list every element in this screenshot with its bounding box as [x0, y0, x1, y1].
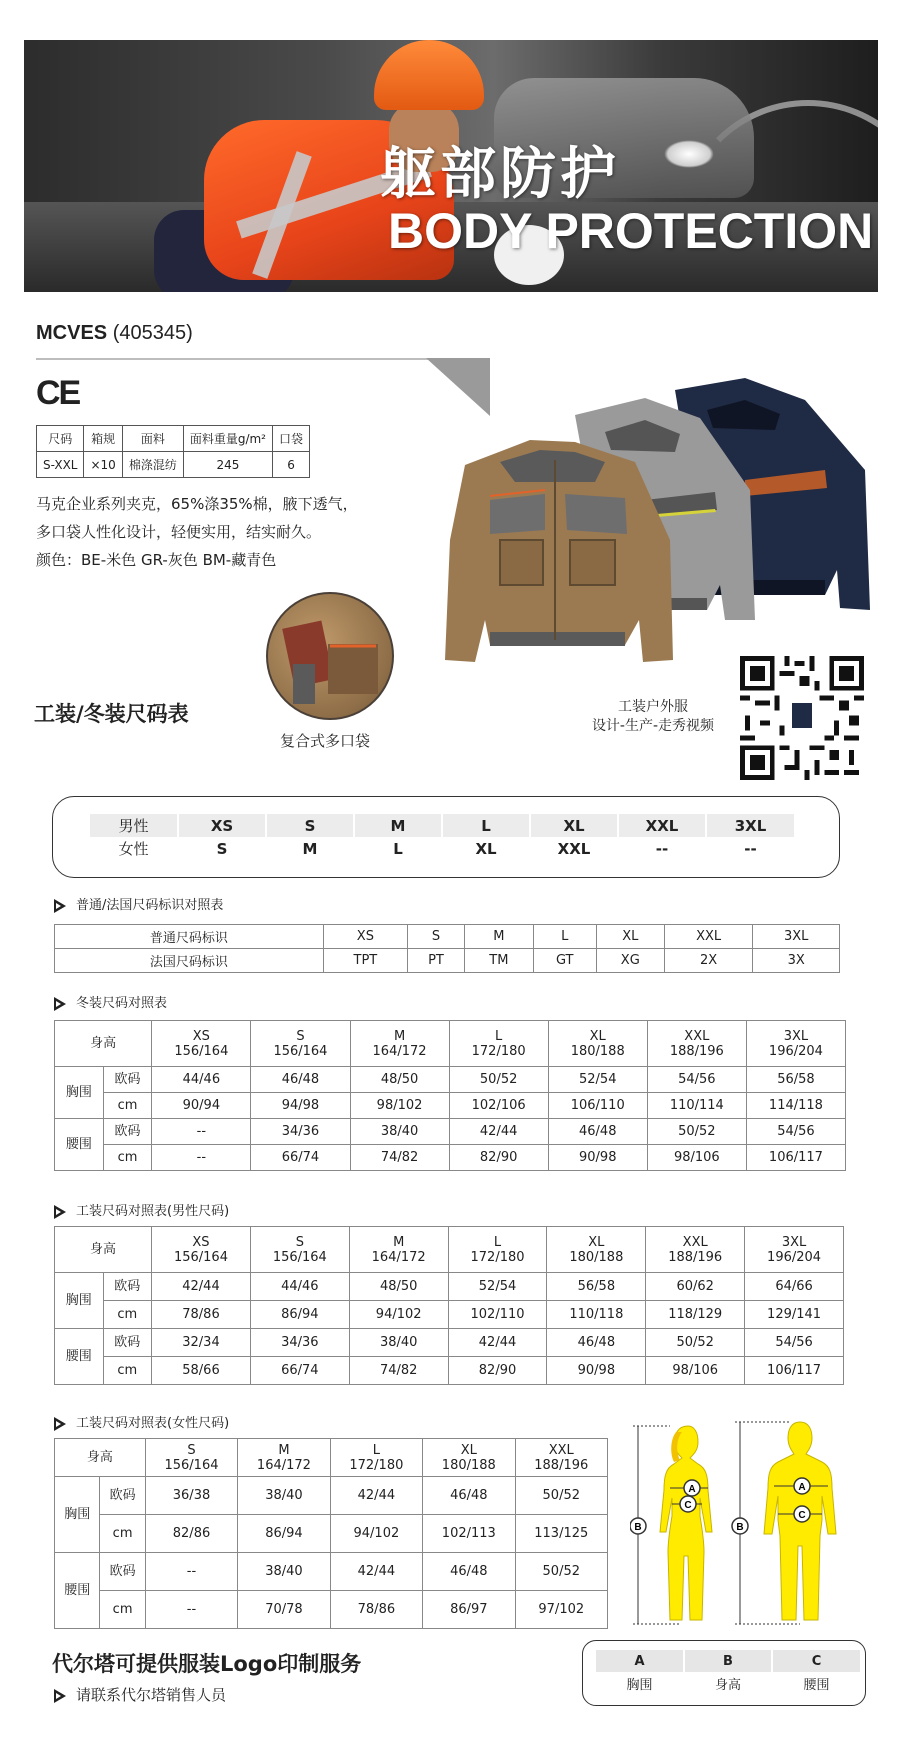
unit-label: 欧码 [100, 1553, 145, 1591]
spec-header: 面料 [122, 426, 183, 452]
legend-table [596, 1650, 860, 1694]
size-name: M [393, 1234, 405, 1250]
female-label: 女性 [118, 840, 149, 858]
table-cell: 2X [664, 949, 753, 973]
size-height: 188/196 [534, 1457, 589, 1473]
female-section-title: 工装尺码对照表(女性尺码) [76, 1416, 230, 1431]
table-row [55, 1329, 844, 1357]
unit-label: 欧码 [103, 1119, 152, 1145]
table-cell: -- [152, 1145, 251, 1171]
table-cell: 82/90 [448, 1357, 547, 1385]
size-name: S [296, 1028, 305, 1044]
table-cell: 38/40 [349, 1329, 448, 1357]
qr-caption [578, 698, 728, 736]
table-cell: 48/50 [349, 1273, 448, 1301]
table-cell: 82/86 [145, 1515, 237, 1553]
size-height: 196/204 [768, 1043, 823, 1059]
chest-label: 胸围 [55, 1273, 104, 1329]
spec-header: 尺码 [37, 426, 84, 452]
waist-label: 腰围 [55, 1329, 104, 1385]
table-row [55, 1301, 844, 1329]
table-cell: XL [596, 925, 664, 949]
table-cell: 90/94 [152, 1093, 251, 1119]
size-name: XXL [684, 1028, 710, 1044]
row-label: 法国尺码标识 [55, 949, 324, 973]
product-code [36, 322, 193, 345]
size-height: 156/164 [164, 1457, 219, 1473]
spec-value: ×10 [84, 452, 122, 478]
legend-meaning-row [596, 1672, 860, 1694]
spec-value: 245 [183, 452, 272, 478]
size-height: 180/188 [569, 1249, 624, 1265]
table-cell: 32/34 [152, 1329, 251, 1357]
table-cell: 129/141 [745, 1301, 844, 1329]
spec-value: 6 [273, 452, 310, 478]
table-cell: 74/82 [349, 1357, 448, 1385]
table-cell: 110/118 [547, 1301, 646, 1329]
table-cell: 102/113 [423, 1515, 515, 1553]
table-cell: 34/36 [250, 1329, 349, 1357]
description-line: 多口袋人性化设计，轻便实用，结实耐久。 [36, 523, 322, 541]
row-label: 普通尺码标识 [55, 925, 324, 949]
table-cell: 106/110 [548, 1093, 647, 1119]
size-name: XL [460, 1442, 477, 1458]
size-name: S [187, 1442, 196, 1458]
size-height: 172/180 [349, 1457, 404, 1473]
table-cell: L [533, 925, 596, 949]
table-row [55, 949, 840, 973]
table-cell: TM [465, 949, 534, 973]
female-size: M [266, 837, 354, 860]
male-size: M [354, 814, 442, 837]
size-header [238, 1439, 330, 1477]
female-size: XL [442, 837, 530, 860]
legend-letter: A [596, 1650, 684, 1672]
table-cell: 106/117 [745, 1357, 844, 1385]
table-cell: 66/74 [250, 1357, 349, 1385]
size-header [145, 1439, 237, 1477]
table-cell: -- [152, 1119, 251, 1145]
legend-letter-row [596, 1650, 860, 1672]
table-cell: 97/102 [515, 1591, 607, 1629]
spec-table [36, 425, 310, 478]
logo-service-title: 代尔塔可提供服装Logo印制服务 [52, 1652, 362, 1676]
unit-label: 欧码 [103, 1067, 152, 1093]
female-size: XXL [530, 837, 618, 860]
table-cell: 66/74 [251, 1145, 350, 1171]
size-height: 156/164 [273, 1043, 328, 1059]
size-header [250, 1227, 349, 1273]
table-cell: 54/56 [647, 1067, 746, 1093]
table-cell: 90/98 [547, 1357, 646, 1385]
table-cell: -- [145, 1553, 237, 1591]
spec-value: S-XXL [37, 452, 84, 478]
spec-value: 棉涤混纺 [122, 452, 183, 478]
description-line: 马克企业系列夹克，65%涤35%棉，腋下透气， [36, 495, 358, 513]
size-height: 164/172 [256, 1457, 311, 1473]
play-arrow-icon [54, 1689, 66, 1703]
header-divider [36, 358, 486, 360]
table-cell: TPT [323, 949, 407, 973]
size-height: 180/188 [441, 1457, 496, 1473]
jacket-illustration [445, 370, 875, 670]
table-cell: 3X [753, 949, 840, 973]
table-cell: 94/102 [330, 1515, 422, 1553]
table-cell: 94/98 [251, 1093, 350, 1119]
male-size: L [442, 814, 530, 837]
table-cell: 46/48 [547, 1329, 646, 1357]
size-name: XS [192, 1234, 210, 1250]
marker-c-label: C [684, 1500, 692, 1511]
size-header [547, 1227, 646, 1273]
size-name: L [493, 1234, 502, 1250]
size-header [152, 1021, 251, 1067]
size-height: 156/164 [174, 1043, 229, 1059]
size-header [423, 1439, 515, 1477]
height-label: 身高 [55, 1227, 152, 1273]
table-cell: 38/40 [350, 1119, 449, 1145]
table-cell: 52/54 [548, 1067, 647, 1093]
marker-b-label: B [634, 1522, 642, 1533]
gender-size-table [90, 814, 794, 860]
marker-a-label: A [798, 1482, 806, 1493]
table-cell: PT [407, 949, 464, 973]
product-description [36, 490, 358, 574]
spec-header-row [37, 426, 310, 452]
male-size: 3XL [706, 814, 794, 837]
size-height: 164/172 [371, 1249, 426, 1265]
size-name: XXL [682, 1234, 708, 1250]
legend-meaning: 腰围 [772, 1672, 860, 1694]
size-height: 164/172 [372, 1043, 427, 1059]
table-cell: 90/98 [548, 1145, 647, 1171]
hero-headlight [664, 140, 714, 168]
table-cell: 44/46 [152, 1067, 251, 1093]
size-name: 3XL [781, 1234, 807, 1250]
table-cell: 42/44 [449, 1119, 548, 1145]
size-header [515, 1439, 607, 1477]
table-cell: 38/40 [238, 1477, 330, 1515]
size-header [647, 1021, 746, 1067]
size-header [548, 1021, 647, 1067]
contact-line [54, 1684, 226, 1705]
male-size: XL [530, 814, 618, 837]
play-arrow-icon [54, 1417, 66, 1431]
size-name: M [278, 1442, 290, 1458]
description-line: 颜色：BE-米色 GR-灰色 BM-藏青色 [36, 551, 277, 569]
male-label: 男性 [90, 814, 178, 837]
female-size-table [54, 1438, 608, 1629]
table-cell: 42/44 [448, 1329, 547, 1357]
chest-label: 胸围 [55, 1067, 104, 1119]
female-size: S [178, 837, 266, 860]
table-cell: 50/52 [647, 1119, 746, 1145]
female-section-label [54, 1412, 229, 1431]
product-number: (405345) [112, 322, 193, 344]
size-name: L [495, 1028, 503, 1044]
table-cell: 50/52 [449, 1067, 548, 1093]
table-cell: 102/110 [448, 1301, 547, 1329]
female-size-row [90, 837, 794, 860]
size-mark-table [54, 924, 840, 973]
size-header [350, 1021, 449, 1067]
table-row [55, 1477, 608, 1515]
size-height: 188/196 [668, 1249, 723, 1265]
table-cell: 106/117 [746, 1145, 845, 1171]
height-label: 身高 [55, 1021, 152, 1067]
legend-meaning: 胸围 [626, 1677, 653, 1693]
table-row [55, 1357, 844, 1385]
table-row [55, 1553, 608, 1591]
table-cell: 60/62 [646, 1273, 745, 1301]
winter-section-label [54, 992, 167, 1011]
table-cell: 114/118 [746, 1093, 845, 1119]
winter-section-title: 冬装尺码对照表 [76, 996, 168, 1011]
table-cell: 34/36 [251, 1119, 350, 1145]
male-size: XS [178, 814, 266, 837]
table-cell: 46/48 [548, 1119, 647, 1145]
size-name: S [295, 1234, 304, 1250]
table-cell: XXL [664, 925, 753, 949]
table-cell: 74/82 [350, 1145, 449, 1171]
table-row [55, 925, 840, 949]
marker-b-label: B [736, 1522, 744, 1533]
female-body-diagram [630, 1420, 730, 1630]
table-cell: 102/106 [449, 1093, 548, 1119]
table-cell: 56/58 [547, 1273, 646, 1301]
size-name: XL [589, 1028, 606, 1044]
unit-label: 欧码 [100, 1477, 145, 1515]
pocket-detail-image [266, 592, 394, 720]
play-arrow-icon [54, 997, 66, 1011]
hero-helmet [374, 40, 484, 110]
table-cell: 86/94 [250, 1301, 349, 1329]
unit-label: cm [103, 1145, 152, 1171]
qr-caption-line: 工装户外服 [618, 699, 688, 715]
size-height: 172/180 [470, 1249, 525, 1265]
table-cell: GT [533, 949, 596, 973]
spec-value-row [37, 452, 310, 478]
table-cell: 50/52 [646, 1329, 745, 1357]
table-cell: 38/40 [238, 1553, 330, 1591]
table-cell: 118/129 [646, 1301, 745, 1329]
size-height: 172/180 [471, 1043, 526, 1059]
table-cell: XG [596, 949, 664, 973]
spec-header: 口袋 [273, 426, 310, 452]
table-header-row [55, 1227, 844, 1273]
size-name: 3XL [783, 1028, 809, 1044]
waist-label: 腰围 [55, 1553, 100, 1629]
size-header [449, 1021, 548, 1067]
table-cell: 54/56 [746, 1119, 845, 1145]
female-size: -- [706, 837, 794, 860]
table-header-row [55, 1021, 846, 1067]
table-row [55, 1067, 846, 1093]
hero-title-cn: 躯部防护 [380, 142, 620, 207]
hero-title-en: BODY PROTECTION [388, 203, 874, 259]
size-header [349, 1227, 448, 1273]
size-header [646, 1227, 745, 1273]
size-header [745, 1227, 844, 1273]
table-cell: 52/54 [448, 1273, 547, 1301]
play-arrow-icon [54, 1205, 66, 1219]
table-cell: 86/94 [238, 1515, 330, 1553]
size-height: 196/204 [767, 1249, 822, 1265]
contact-text: 请联系代尔塔销售人员 [76, 1686, 227, 1704]
size-header [251, 1021, 350, 1067]
table-cell: 46/48 [423, 1477, 515, 1515]
male-size: S [266, 814, 354, 837]
spec-header: 面料重量g/m² [183, 426, 272, 452]
pocket-label: 复合式多口袋 [280, 732, 371, 750]
male-size-row [90, 814, 794, 837]
product-model: MCVES [36, 322, 108, 344]
mark-section-title: 普通/法国尺码标识对照表 [76, 898, 224, 913]
beige-jacket [445, 440, 673, 662]
table-cell: 42/44 [152, 1273, 251, 1301]
size-header [152, 1227, 251, 1273]
size-header [330, 1439, 422, 1477]
size-name: M [393, 1028, 406, 1044]
table-cell: 113/125 [515, 1515, 607, 1553]
size-height: 188/196 [669, 1043, 724, 1059]
table-cell: 50/52 [515, 1553, 607, 1591]
marker-a-label: A [688, 1484, 696, 1495]
spec-header: 箱规 [84, 426, 122, 452]
ce-mark: CE [36, 374, 80, 412]
legend-letter: C [772, 1650, 860, 1672]
table-cell: S [407, 925, 464, 949]
height-label: 身高 [55, 1439, 146, 1477]
unit-label: 欧码 [103, 1273, 152, 1301]
table-cell: 36/38 [145, 1477, 237, 1515]
table-cell: 42/44 [330, 1477, 422, 1515]
size-name: XXL [548, 1442, 574, 1458]
table-row [55, 1145, 846, 1171]
male-section-title: 工装尺码对照表(男性尺码) [76, 1204, 230, 1219]
table-cell: 70/78 [238, 1591, 330, 1629]
play-arrow-icon [54, 899, 66, 913]
table-cell: 98/106 [646, 1357, 745, 1385]
marker-c-label: C [798, 1510, 806, 1521]
unit-label: cm [103, 1093, 152, 1119]
table-cell: 54/56 [745, 1329, 844, 1357]
table-cell: 98/102 [350, 1093, 449, 1119]
size-name: L [372, 1442, 380, 1458]
waist-label: 腰围 [55, 1119, 104, 1171]
table-row [55, 1515, 608, 1553]
mark-section-label [54, 894, 223, 913]
female-size: L [354, 837, 442, 860]
table-cell: 46/48 [423, 1553, 515, 1591]
qr-caption-line: 设计-生产-走秀视频 [591, 718, 715, 734]
size-header [746, 1021, 845, 1067]
female-size: -- [618, 837, 706, 860]
table-cell: 82/90 [449, 1145, 548, 1171]
size-header [448, 1227, 547, 1273]
table-cell: 58/66 [152, 1357, 251, 1385]
table-header-row [55, 1439, 608, 1477]
table-cell: 56/58 [746, 1067, 845, 1093]
size-name: XL [588, 1234, 605, 1250]
winter-size-table [54, 1020, 846, 1171]
table-cell: M [465, 925, 534, 949]
table-cell: XS [323, 925, 407, 949]
table-cell: 44/46 [250, 1273, 349, 1301]
table-cell: 50/52 [515, 1477, 607, 1515]
legend-letter: B [684, 1650, 772, 1672]
unit-label: cm [100, 1591, 145, 1629]
unit-label: cm [103, 1301, 152, 1329]
table-cell: 98/106 [647, 1145, 746, 1171]
size-height: 156/164 [272, 1249, 327, 1265]
table-cell: 94/102 [349, 1301, 448, 1329]
table-cell: 110/114 [647, 1093, 746, 1119]
table-cell: 46/48 [251, 1067, 350, 1093]
table-cell: 78/86 [330, 1591, 422, 1629]
size-height: 156/164 [173, 1249, 228, 1265]
male-body-diagram [730, 1416, 860, 1630]
table-row [55, 1093, 846, 1119]
table-row [55, 1273, 844, 1301]
table-row [55, 1119, 846, 1145]
qr-code[interactable] [740, 656, 864, 780]
male-section-label [54, 1200, 229, 1219]
unit-label: cm [103, 1357, 152, 1385]
table-cell: 42/44 [330, 1553, 422, 1591]
size-name: XS [192, 1028, 210, 1044]
unit-label: cm [100, 1515, 145, 1553]
size-section-title: 工装/冬装尺码表 [34, 702, 189, 726]
table-cell: 78/86 [152, 1301, 251, 1329]
table-cell: -- [145, 1591, 237, 1629]
table-cell: 48/50 [350, 1067, 449, 1093]
male-size-table [54, 1226, 844, 1385]
table-row [55, 1591, 608, 1629]
male-size: XXL [618, 814, 706, 837]
unit-label: 欧码 [103, 1329, 152, 1357]
table-cell: 3XL [753, 925, 840, 949]
table-cell: 86/97 [423, 1591, 515, 1629]
chest-label: 胸围 [55, 1477, 100, 1553]
legend-meaning: 身高 [684, 1672, 772, 1694]
table-cell: 64/66 [745, 1273, 844, 1301]
size-height: 180/188 [570, 1043, 625, 1059]
